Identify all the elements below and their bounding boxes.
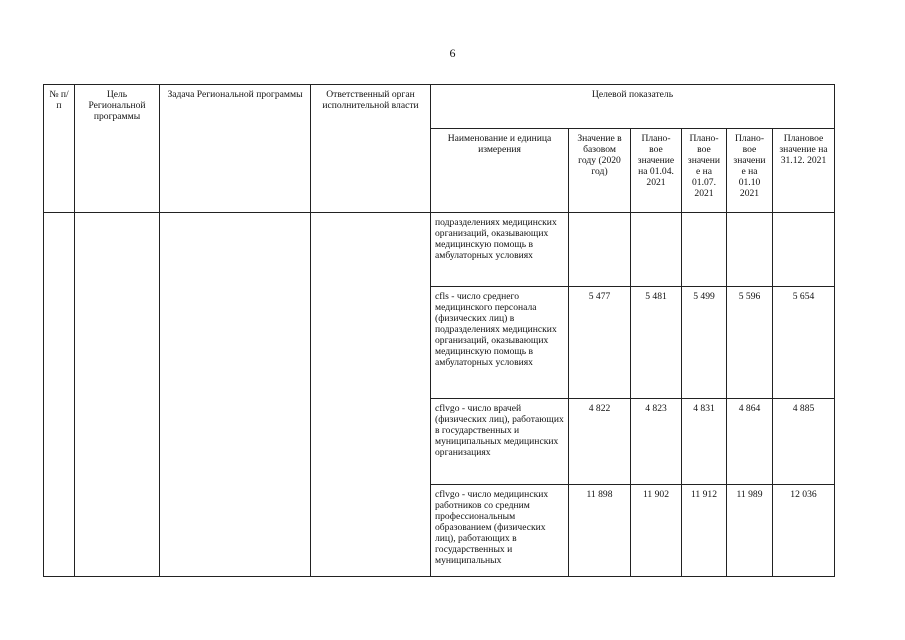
header-authority: Ответственный орган исполнительной власти [311, 85, 431, 213]
cell-indicator-name: cflvgo - число врачей (физических лиц), работающих в государственных и муниципальных медицинских организациях [431, 399, 569, 485]
cell-indicator-name: подразделениях медицинских организаций, оказывающих медицинскую помощь в амбулаторных условиях [431, 213, 569, 287]
header-name-unit: Наименование и единица измерения [431, 129, 569, 213]
header-base-value: Значение в базовом году (2020 год) [569, 129, 631, 213]
cell-base [569, 213, 631, 287]
cell-base: 5 477 [569, 287, 631, 399]
cell-q1 [631, 213, 682, 287]
cell-base: 4 822 [569, 399, 631, 485]
cell-q3: 4 864 [727, 399, 773, 485]
cell-task [160, 213, 311, 577]
cell-q3: 11 989 [727, 485, 773, 577]
cell-q3: 5 596 [727, 287, 773, 399]
cell-q2: 11 912 [682, 485, 727, 577]
page-number: 6 [449, 46, 456, 60]
cell-q4: 4 885 [773, 399, 835, 485]
cell-indicator-name: cfls - число среднего медицинского персонала (физических лиц) в подразделениях медицинских организаций, оказывающих медицинскую помощь в амбулаторных условиях [431, 287, 569, 399]
cell-q4: 5 654 [773, 287, 835, 399]
cell-q4 [773, 213, 835, 287]
header-q1: Плано-вое значение на 01.04. 2021 [631, 129, 682, 213]
cell-q2: 5 499 [682, 287, 727, 399]
cell-indicator-name: cflvgo - число медицинских работников со средним профессиональным образованием (физических лиц), работающих в государственных и муниципальных [431, 485, 569, 577]
cell-q1: 11 902 [631, 485, 682, 577]
cell-q4: 12 036 [773, 485, 835, 577]
cell-q2 [682, 213, 727, 287]
header-num: № п/п [44, 85, 75, 213]
cell-num [44, 213, 75, 577]
cell-q1: 4 823 [631, 399, 682, 485]
cell-goal [75, 213, 160, 577]
header-q2: Плано-вое значени е на 01.07. 2021 [682, 129, 727, 213]
header-q3: Плано-вое значени е на 01.10 2021 [727, 129, 773, 213]
regional-program-table [43, 84, 835, 577]
header-task: Задача Региональной программы [160, 85, 311, 213]
header-target-indicator: Целевой показатель [431, 85, 835, 129]
header-goal: Цель Региональной программы [75, 85, 160, 213]
cell-q1: 5 481 [631, 287, 682, 399]
cell-base: 11 898 [569, 485, 631, 577]
cell-q3 [727, 213, 773, 287]
header-q4: Плановое значение на 31.12. 2021 [773, 129, 835, 213]
cell-q2: 4 831 [682, 399, 727, 485]
table-row [44, 213, 835, 287]
header-row-top [44, 85, 835, 129]
cell-authority [311, 213, 431, 577]
